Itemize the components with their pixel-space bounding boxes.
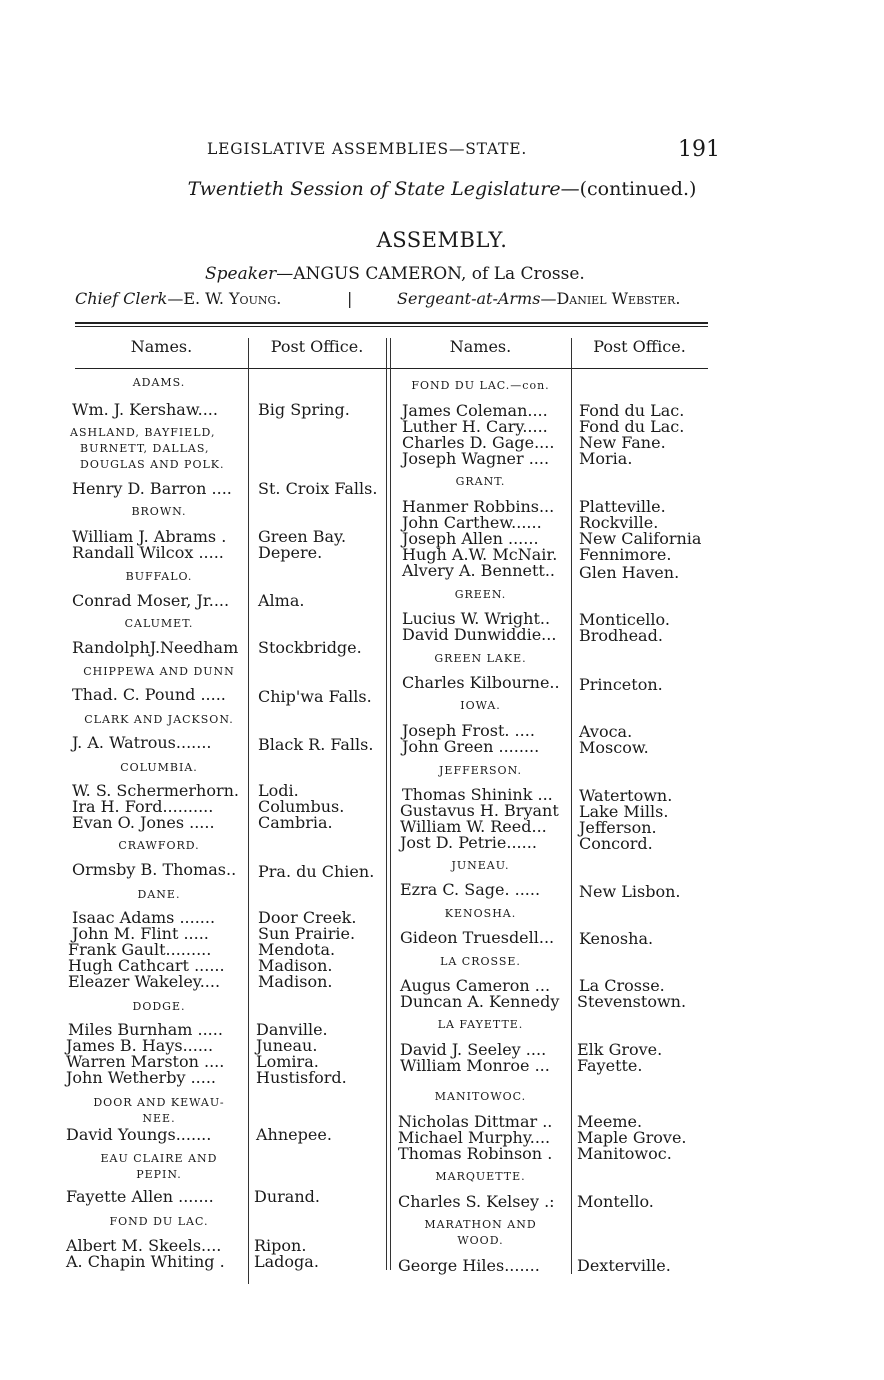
county-heading: JEFFERSON. bbox=[439, 764, 522, 777]
post-office: Door Creek. bbox=[258, 908, 357, 927]
column-divider-left bbox=[248, 338, 249, 1284]
county-heading: FOND DU LAC.—con. bbox=[411, 379, 550, 392]
post-office: Fayette. bbox=[577, 1056, 643, 1075]
county-heading: PEPIN. bbox=[136, 1168, 182, 1181]
chief-clerk bbox=[75, 289, 281, 308]
post-office: Rockville. bbox=[579, 513, 659, 532]
session-subtitle bbox=[0, 178, 884, 200]
member-name: Nicholas Dittmar .. bbox=[398, 1112, 553, 1131]
post-office: Madison. bbox=[258, 956, 333, 975]
post-office: Platteville. bbox=[579, 497, 666, 516]
county-heading: CRAWFORD. bbox=[118, 839, 200, 852]
member-name: Warren Marston .... bbox=[66, 1052, 225, 1071]
post-office: Alma. bbox=[258, 591, 305, 610]
member-name: Frank Gault......... bbox=[68, 940, 212, 959]
county-heading: DOOR AND KEWAU- bbox=[93, 1096, 225, 1109]
member-name: John M. Flint ..... bbox=[72, 924, 209, 943]
county-heading: GREEN. bbox=[454, 588, 507, 601]
post-office: Jefferson. bbox=[579, 818, 657, 837]
member-name: Fayette Allen ....... bbox=[66, 1187, 214, 1206]
post-office: Fennimore. bbox=[579, 545, 672, 564]
member-name: David J. Seeley .... bbox=[400, 1040, 547, 1059]
running-title: LEGISLATIVE ASSEMBLIES—STATE. bbox=[207, 140, 528, 158]
county-heading: BUFFALO. bbox=[125, 570, 193, 583]
county-heading: LA FAYETTE. bbox=[437, 1018, 524, 1031]
officers-separator: | bbox=[347, 289, 353, 308]
member-name: William W. Reed... bbox=[400, 817, 547, 836]
post-office: Hustisford. bbox=[256, 1068, 347, 1087]
column-divider-center bbox=[386, 338, 387, 1270]
member-name: Ira H. Ford.......... bbox=[72, 797, 214, 816]
post-office: Columbus. bbox=[258, 797, 345, 816]
county-heading: ADAMS. bbox=[132, 376, 186, 389]
post-office: Madison. bbox=[258, 972, 333, 991]
member-name: Jost D. Petrie...... bbox=[400, 833, 537, 852]
member-name: Henry D. Barron .... bbox=[72, 479, 232, 498]
county-heading: IOWA. bbox=[460, 699, 501, 712]
member-name: Evan O. Jones ..... bbox=[72, 813, 215, 832]
member-name: Joseph Wagner .... bbox=[402, 449, 550, 468]
subtitle-italic: Twentieth Session of State Legislature bbox=[187, 178, 561, 200]
post-office: Avoca. bbox=[579, 722, 633, 741]
member-name: David Youngs....... bbox=[66, 1125, 212, 1144]
post-office: Durand. bbox=[254, 1187, 320, 1206]
post-office: Big Spring. bbox=[258, 400, 350, 419]
post-office: Fond du Lac. bbox=[579, 417, 685, 436]
member-name: Ezra C. Sage. ..... bbox=[400, 880, 541, 899]
post-office: Brodhead. bbox=[579, 626, 663, 645]
county-heading: COLUMBIA. bbox=[120, 761, 198, 774]
post-office: Depere. bbox=[258, 543, 323, 562]
post-office: Lodi. bbox=[258, 781, 299, 800]
post-office: Maple Grove. bbox=[577, 1128, 687, 1147]
member-name: Luther H. Cary..... bbox=[402, 417, 548, 436]
county-heading: MANITOWOC. bbox=[434, 1090, 527, 1103]
post-office: Kenosha. bbox=[579, 929, 654, 948]
member-name: George Hiles....... bbox=[398, 1256, 540, 1275]
county-heading: CALUMET. bbox=[124, 617, 194, 630]
post-office: Ahnepee. bbox=[256, 1125, 332, 1144]
member-name: Hanmer Robbins... bbox=[402, 497, 555, 516]
member-name: Joseph Allen ...... bbox=[402, 529, 539, 548]
post-office: La Crosse. bbox=[579, 976, 665, 995]
county-heading: LA CROSSE. bbox=[440, 955, 521, 968]
member-name: Joseph Frost. .... bbox=[402, 721, 535, 740]
post-office: Danville. bbox=[256, 1020, 328, 1039]
county-heading: NEE. bbox=[142, 1112, 176, 1125]
member-name: A. Chapin Whiting . bbox=[66, 1252, 225, 1271]
member-name: John Wetherby ..... bbox=[66, 1068, 216, 1087]
sergeant-name: —Daniel Webster. bbox=[540, 289, 681, 308]
member-name: Isaac Adams ....... bbox=[72, 908, 216, 927]
member-name: W. S. Schermerhorn. bbox=[72, 781, 239, 800]
sergeant-at-arms bbox=[397, 289, 680, 308]
post-office: New California bbox=[579, 529, 702, 548]
table-top-rule bbox=[75, 322, 708, 324]
column-divider-right bbox=[571, 338, 572, 1274]
column-header-post-office-right: Post Office. bbox=[593, 337, 686, 356]
post-office: Manitowoc. bbox=[577, 1144, 672, 1163]
post-office: Ladoga. bbox=[254, 1252, 319, 1271]
member-name: Randall Wilcox ..... bbox=[72, 543, 224, 562]
county-heading: MARQUETTE. bbox=[435, 1170, 526, 1183]
county-heading: GREEN LAKE. bbox=[434, 652, 527, 665]
subtitle-tail: —(continued.) bbox=[560, 178, 697, 200]
county-heading: DOUGLAS AND POLK. bbox=[80, 458, 225, 471]
member-name: Augus Cameron ... bbox=[400, 976, 551, 995]
member-name: Thomas Robinson . bbox=[398, 1144, 553, 1163]
member-name: Hugh Cathcart ...... bbox=[68, 956, 225, 975]
county-heading: JUNEAU. bbox=[451, 859, 510, 872]
member-name: Gustavus H. Bryant bbox=[400, 801, 559, 820]
member-name: Duncan A. Kennedy bbox=[400, 992, 560, 1011]
post-office: Juneau. bbox=[256, 1036, 318, 1055]
member-name: Eleazer Wakeley.... bbox=[68, 972, 221, 991]
post-office: Meeme. bbox=[577, 1112, 643, 1131]
member-name: John Green ........ bbox=[402, 737, 540, 756]
post-office: Mendota. bbox=[258, 940, 336, 959]
post-office: New Fane. bbox=[579, 433, 666, 452]
member-name: William J. Abrams . bbox=[72, 527, 227, 546]
county-heading: FOND DU LAC. bbox=[109, 1215, 209, 1228]
member-name: Charles S. Kelsey .: bbox=[398, 1192, 555, 1211]
post-office: Sun Prairie. bbox=[258, 924, 356, 943]
member-name: Albert M. Skeels.... bbox=[66, 1236, 222, 1255]
county-heading: BURNETT, DALLAS, bbox=[80, 442, 210, 455]
county-heading: KENOSHA. bbox=[444, 907, 517, 920]
table-header-rule bbox=[75, 368, 708, 369]
member-name: John Carthew...... bbox=[402, 513, 542, 532]
post-office: Black R. Falls. bbox=[258, 735, 374, 754]
member-name: Conrad Moser, Jr.... bbox=[72, 591, 230, 610]
county-heading: ASHLAND, BAYFIELD, bbox=[70, 426, 216, 439]
member-name: Ormsby B. Thomas.. bbox=[72, 860, 237, 879]
post-office: Glen Haven. bbox=[579, 563, 680, 582]
post-office: Moscow. bbox=[579, 738, 649, 757]
speaker-line bbox=[205, 264, 585, 284]
clerk-role: Chief Clerk bbox=[75, 289, 168, 308]
column-header-post-office: Post Office. bbox=[270, 337, 364, 356]
clerk-name: —E. W. Young. bbox=[167, 289, 282, 308]
member-name: Thad. C. Pound ..... bbox=[72, 685, 226, 704]
post-office: Elk Grove. bbox=[577, 1040, 663, 1059]
post-office: Stevenstown. bbox=[577, 992, 687, 1011]
county-heading: WOOD. bbox=[457, 1234, 504, 1247]
member-name: J. A. Watrous....... bbox=[72, 733, 212, 752]
post-office: Ripon. bbox=[254, 1236, 307, 1255]
post-office: St. Croix Falls. bbox=[258, 479, 378, 498]
page-number: 191 bbox=[678, 137, 720, 162]
county-heading: BROWN. bbox=[131, 505, 187, 518]
sergeant-role: Sergeant-at-Arms bbox=[397, 289, 541, 308]
post-office: Green Bay. bbox=[258, 527, 347, 546]
post-office: Fond du Lac. bbox=[579, 401, 685, 420]
post-office: Monticello. bbox=[579, 610, 670, 629]
post-office: Concord. bbox=[579, 834, 653, 853]
post-office: Lomira. bbox=[256, 1052, 319, 1071]
member-name: James Coleman.... bbox=[402, 401, 548, 420]
county-heading: CLARK AND JACKSON. bbox=[84, 713, 234, 726]
county-heading: CHIPPEWA AND DUNN bbox=[83, 665, 235, 678]
column-header-names-right: Names. bbox=[449, 337, 512, 356]
county-heading: DANE. bbox=[137, 888, 181, 901]
member-name: Hugh A.W. McNair. bbox=[402, 545, 558, 564]
post-office: Chip'wa Falls. bbox=[258, 687, 372, 706]
post-office: Dexterville. bbox=[577, 1256, 671, 1275]
post-office: Moria. bbox=[579, 449, 633, 468]
member-name: Gideon Truesdell... bbox=[400, 928, 555, 947]
county-heading: GRANT. bbox=[455, 475, 506, 488]
member-name: Wm. J. Kershaw.... bbox=[72, 400, 218, 419]
county-heading: EAU CLAIRE AND bbox=[100, 1152, 218, 1165]
county-heading: DODGE. bbox=[132, 1000, 186, 1013]
member-name: Alvery A. Bennett.. bbox=[402, 561, 556, 580]
member-name: William Monroe ... bbox=[400, 1056, 550, 1075]
member-name: RandolphJ.Needham bbox=[72, 638, 239, 657]
member-name: Thomas Shinink ... bbox=[402, 785, 553, 804]
member-name: Lucius W. Wright.. bbox=[402, 609, 551, 628]
member-name: Miles Burnham ..... bbox=[68, 1020, 223, 1039]
county-heading: MARATHON AND bbox=[424, 1218, 537, 1231]
table-top-rule-thin bbox=[75, 326, 708, 327]
post-office: Montello. bbox=[577, 1192, 654, 1211]
member-name: Charles D. Gage.... bbox=[402, 433, 555, 452]
member-name: James B. Hays...... bbox=[66, 1036, 214, 1055]
post-office: Cambria. bbox=[258, 813, 333, 832]
post-office: Lake Mills. bbox=[579, 802, 669, 821]
member-name: Michael Murphy.... bbox=[398, 1128, 551, 1147]
member-name: David Dunwiddie... bbox=[402, 625, 557, 644]
member-name: Charles Kilbourne.. bbox=[402, 673, 560, 692]
post-office: Pra. du Chien. bbox=[258, 862, 375, 881]
post-office: Princeton. bbox=[579, 675, 663, 694]
speaker-text: —ANGUS CAMERON, of La Crosse. bbox=[276, 264, 585, 284]
page-title: ASSEMBLY. bbox=[376, 228, 508, 252]
post-office: Watertown. bbox=[579, 786, 673, 805]
speaker-role: Speaker bbox=[205, 264, 277, 284]
column-header-names: Names. bbox=[130, 337, 193, 356]
post-office: Stockbridge. bbox=[258, 638, 362, 657]
page-header bbox=[0, 138, 884, 162]
post-office: New Lisbon. bbox=[579, 882, 681, 901]
